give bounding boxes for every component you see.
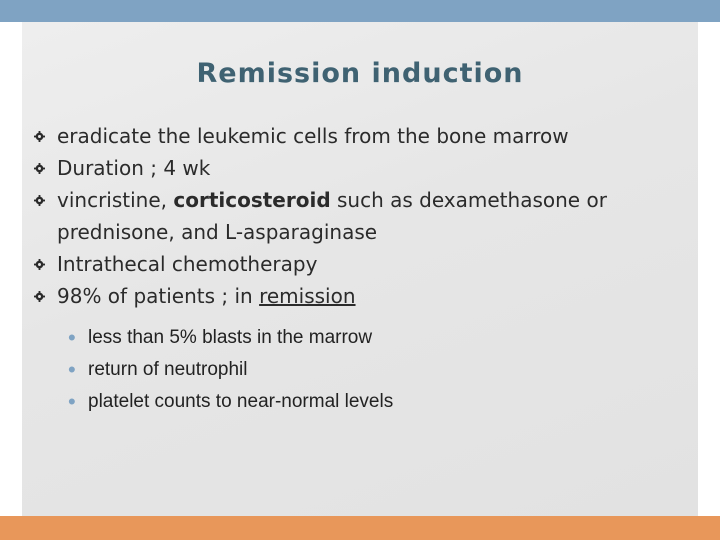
dot-icon: • xyxy=(68,389,76,414)
sub-bullet-item xyxy=(68,386,685,418)
slide-title: Remission induction xyxy=(196,58,524,89)
settings-gear-icon xyxy=(34,259,45,270)
sub-bullet-text: return of neutrophil xyxy=(88,359,248,380)
dot-icon: • xyxy=(68,357,76,382)
top-accent-band xyxy=(0,0,720,22)
dot-icon: • xyxy=(68,325,76,350)
remission-link-text: remission xyxy=(259,284,356,308)
bullet-item xyxy=(34,120,694,152)
settings-gear-icon xyxy=(34,131,45,142)
sub-bullet-item xyxy=(68,354,685,386)
bullet-item xyxy=(34,152,694,184)
bullet-text-bold: corticosteroid xyxy=(173,188,331,212)
bullet-item xyxy=(34,280,694,312)
sub-bullet-item xyxy=(68,322,685,354)
bullet-text-post: such as dexamethasone or prednisone, and L-asparaginase xyxy=(57,188,607,244)
bullet-text: Duration ; 4 wk xyxy=(57,156,211,180)
bullet-text-pre: 98% of patients ; in xyxy=(57,284,260,308)
bullet-item xyxy=(34,184,694,248)
bullet-text: eradicate the leukemic cells from the bone marrow xyxy=(57,124,569,148)
bullet-list xyxy=(34,120,694,312)
settings-gear-icon xyxy=(34,163,45,174)
sub-bullet-list xyxy=(68,322,685,418)
settings-gear-icon xyxy=(34,291,45,302)
sub-bullet-text: less than 5% blasts in the marrow xyxy=(88,327,373,348)
bullet-text: Intrathecal chemotherapy xyxy=(57,252,318,276)
settings-gear-icon xyxy=(34,195,45,206)
bullet-item xyxy=(34,248,694,280)
bottom-accent-band xyxy=(0,516,720,540)
bullet-text-pre: vincristine, xyxy=(57,188,174,212)
sub-bullet-text: platelet counts to near-normal levels xyxy=(88,391,394,412)
